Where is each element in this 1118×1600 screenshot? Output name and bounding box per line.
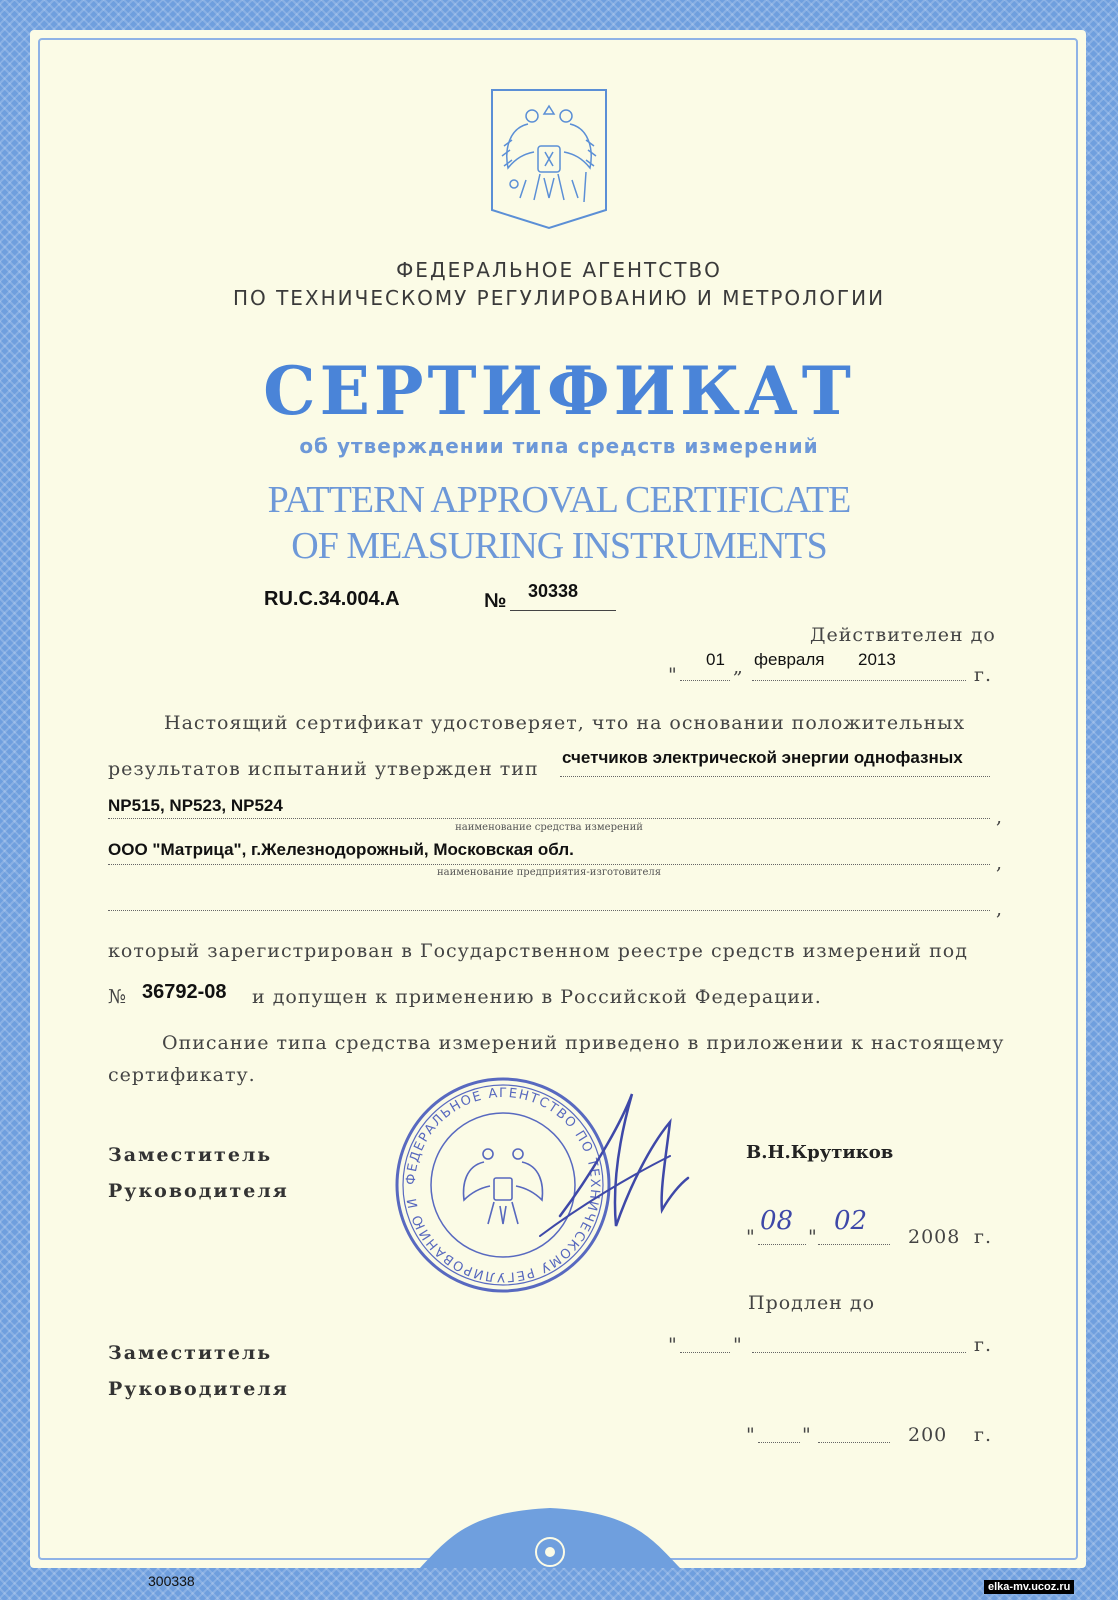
signer2-date-year: 200: [908, 1424, 948, 1446]
validity-year-suffix: г.: [974, 664, 992, 686]
certificate-title-en-line2: OF MEASURING INSTRUMENTS: [291, 525, 827, 567]
validity-label: Действителен до: [810, 624, 996, 646]
signer2-date-quote-close: ": [802, 1424, 812, 1446]
footer-serial: 300338: [148, 1573, 195, 1589]
certificate-title-en-line1: PATTERN APPROVAL CERTIFICATE: [267, 479, 851, 521]
registry-suffix: и допущен к применению в Российской Федерации.: [252, 986, 822, 1008]
manufacturer: ООО "Матрица", г.Железнодорожный, Московская обл.: [108, 840, 574, 859]
signer1-date-quote-close: ": [808, 1226, 818, 1248]
handwritten-signature: [520, 1086, 700, 1246]
signer1-date-day: 08: [760, 1206, 794, 1236]
validity-quote-close: „: [733, 656, 744, 678]
extension-day-line: [680, 1352, 730, 1353]
validity-day: 01: [706, 650, 725, 669]
signer1-date-month: 02: [834, 1206, 868, 1236]
stamp-text: ФЕДЕРАЛЬНОЕ АГЕНТСТВО ПО ТЕХНИЧЕСКОМУ РЕГУЛИРОВАНИЮ И: [403, 1085, 603, 1285]
certificate-number-label: №: [484, 590, 507, 612]
instrument-type-line: [560, 776, 990, 777]
signer1-date-year: 2008: [908, 1226, 961, 1248]
signer1-role-line1: Заместитель: [108, 1144, 273, 1166]
body-para1-line1: Настоящий сертификат удостоверяет, что на основании положительных: [164, 712, 966, 734]
signer1-role-line2: Руководителя: [108, 1180, 289, 1202]
certificate-code: RU.C.34.004.A: [264, 588, 400, 610]
bottom-ornament: [420, 1456, 680, 1568]
extension-suffix: г.: [974, 1334, 992, 1356]
comma-2: ,: [996, 852, 1004, 874]
validity-quote-open: ": [668, 664, 678, 686]
signer1-name: В.Н.Крутиков: [746, 1142, 894, 1163]
signer2-date-quote-open: ": [746, 1424, 756, 1446]
agency-name-line1: ФЕДЕРАЛЬНОЕ АГЕНТСТВО: [396, 258, 722, 282]
validity-month-line: [752, 680, 966, 681]
blank-line: [108, 910, 990, 911]
extension-month-line: [752, 1352, 966, 1353]
manufacturer-line: [108, 864, 990, 865]
body-para1-line2: результатов испытаний утвержден тип: [108, 758, 539, 780]
comma-1: ,: [996, 806, 1004, 828]
signer1-day-line: [758, 1244, 806, 1245]
agency-name-line2: ПО ТЕХНИЧЕСКОМУ РЕГУЛИРОВАНИЮ И МЕТРОЛОГИИ: [232, 286, 886, 310]
signer2-date-suffix: г.: [974, 1424, 992, 1446]
instrument-models: NP515, NP523, NP524: [108, 796, 283, 815]
registry-number: 36792-08: [142, 981, 227, 1003]
description-line1: Описание типа средства измерений приведено в приложении к настоящему: [162, 1032, 1005, 1054]
signer2-role-line1: Заместитель: [108, 1342, 273, 1364]
certificate-number-line: [510, 610, 616, 611]
validity-month: февраля: [754, 650, 825, 669]
signer1-month-line: [818, 1244, 890, 1245]
extension-quote-open: ": [668, 1334, 678, 1356]
state-emblem-icon: [490, 88, 608, 230]
certificate-title: СЕРТИФИКАТ: [263, 352, 855, 430]
signer1-date-quote-open: ": [746, 1226, 756, 1248]
extension-label: Продлен до: [748, 1292, 876, 1314]
caption-instrument: наименование средства измерений: [455, 822, 643, 833]
registry-line: который зарегистрирован в Государственном реестре средств измерений под: [108, 940, 968, 962]
signer2-day-line: [758, 1442, 800, 1443]
description-line2: сертификату.: [108, 1064, 256, 1086]
certificate-number: 30338: [528, 581, 579, 601]
footer-watermark: elka-mv.ucoz.ru: [984, 1580, 1074, 1594]
signer1-date-suffix: г.: [974, 1226, 992, 1248]
certificate-subtitle: об утверждении типа средств измерений: [299, 434, 819, 458]
validity-day-line: [680, 680, 730, 681]
validity-year: 2013: [858, 650, 896, 669]
signer2-month-line: [818, 1442, 890, 1443]
registry-number-label: №: [108, 986, 127, 1008]
instrument-models-line: [108, 818, 990, 819]
instrument-type: счетчиков электрической энергии однофазных: [562, 748, 963, 767]
signer2-role-line2: Руководителя: [108, 1378, 289, 1400]
caption-manufacturer: наименование предприятия-изготовителя: [436, 867, 662, 878]
comma-3: ,: [996, 898, 1004, 920]
extension-quote-close: ": [733, 1334, 743, 1356]
